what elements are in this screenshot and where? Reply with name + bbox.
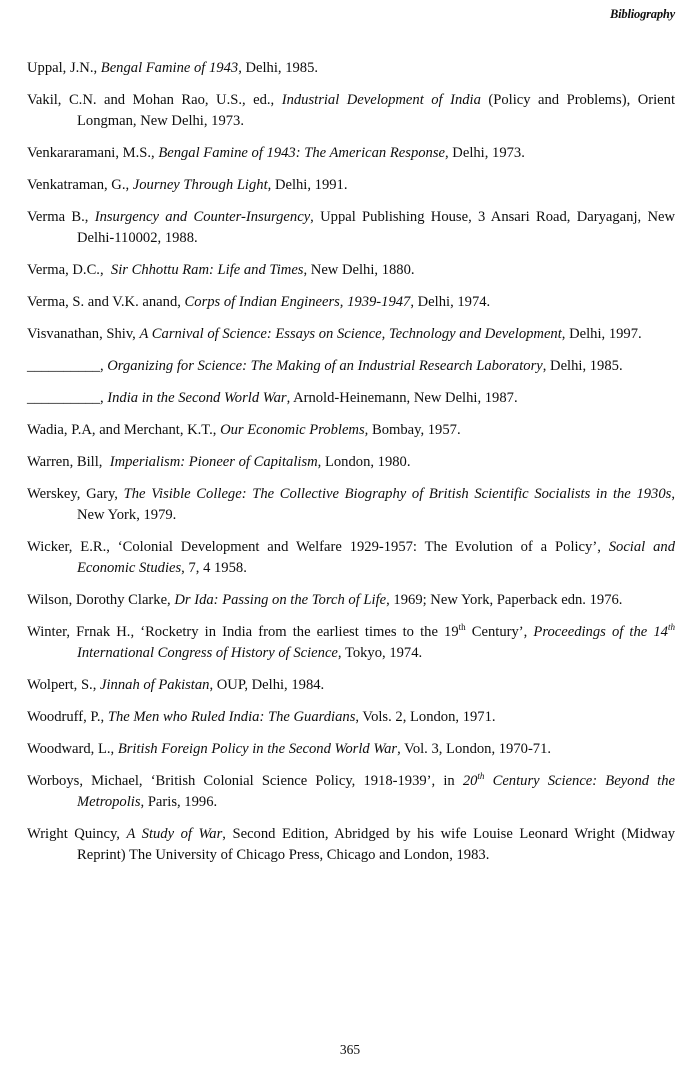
bibliography-entry: Verma, D.C., Sir Chhottu Ram: Life and Times, New Delhi, 1880. [27,262,415,278]
bibliography-entry: Wadia, P.A, and Merchant, K.T., Our Economic Problems, Bombay, 1957. [27,422,461,438]
bibliography-entry: Wilson, Dorothy Clarke, Dr Ida: Passing on the Torch of Life, 1969; New York, Paperback edn. 1976. [27,592,623,608]
page-number: 365 [339,1042,361,1057]
bibliography-entry: Warren, Bill, Imperialism: Pioneer of Capitalism, London, 1980. [27,454,411,470]
bibliography-entry: Vakil, C.N. and Mohan Rao, U.S., ed., Industrial Development of India (Policy and Problems), Orient Longman, New Delhi, 1973. [27,92,675,129]
bibliography-entry: Venkatraman, G., Journey Through Light, Delhi, 1991. [27,177,348,193]
bibliography-entry: Verma, S. and V.K. anand, Corps of Indian Engineers, 1939-1947, Delhi, 1974. [27,294,491,310]
bibliography-entry: Wicker, E.R., ‘Colonial Development and Welfare 1929-1957: The Evolution of a Policy’, Social and Economic Studies, 7, 4 1958. [27,539,675,576]
bibliography-entry: Verma B., Insurgency and Counter-Insurgency, Uppal Publishing House, 3 Ansari Road, Daryaganj, New Delhi-110002, 1988. [27,209,676,246]
bibliography-entry: Visvanathan, Shiv, A Carnival of Science: Essays on Science, Technology and Development, Delhi, 1997. [27,326,642,342]
bibliography-entry: Winter, Frnak H., ‘Rocketry in India from the earliest times to the 19th Century’, Proceedings of the 14th International Congress of History of Science, Tokyo, 1974. [27,622,675,661]
bibliography-entry: Wright Quincy, A Study of War, Second Edition, Abridged by his wife Louise Leonard Wright (Midway Reprint) The University of Chicago Press, Chicago and London, 1983. [27,826,675,863]
running-head: Bibliography [610,7,675,21]
bibliography-entry: __________, India in the Second World War, Arnold-Heinemann, New Delhi, 1987. [27,390,518,406]
bibliography-entry: Woodward, L., British Foreign Policy in the Second World War, Vol. 3, London, 1970-71. [27,741,552,757]
bibliography-entry: Venkararamani, M.S., Bengal Famine of 1943: The American Response, Delhi, 1973. [27,145,525,161]
bibliography-entry: __________, Organizing for Science: The Making of an Industrial Research Laboratory, Delhi, 1985. [27,358,623,374]
bibliography-entry: Worboys, Michael, ‘British Colonial Science Policy, 1918-1939’, in 20th Century Science: Beyond the Metropolis, Paris, 1996. [27,771,675,810]
bibliography-entry: Werskey, Gary, The Visible College: The Collective Biography of British Scientific Socialists in the 1930s, New York, 1979. [27,486,675,523]
bibliography-entry: Wolpert, S., Jinnah of Pakistan, OUP, Delhi, 1984. [27,677,325,693]
bibliography-entry: Uppal, J.N., Bengal Famine of 1943, Delhi, 1985. [27,60,319,76]
bibliography-list [27,58,675,877]
bibliography-entry: Woodruff, P., The Men who Ruled India: The Guardians, Vols. 2, London, 1971. [27,709,496,725]
